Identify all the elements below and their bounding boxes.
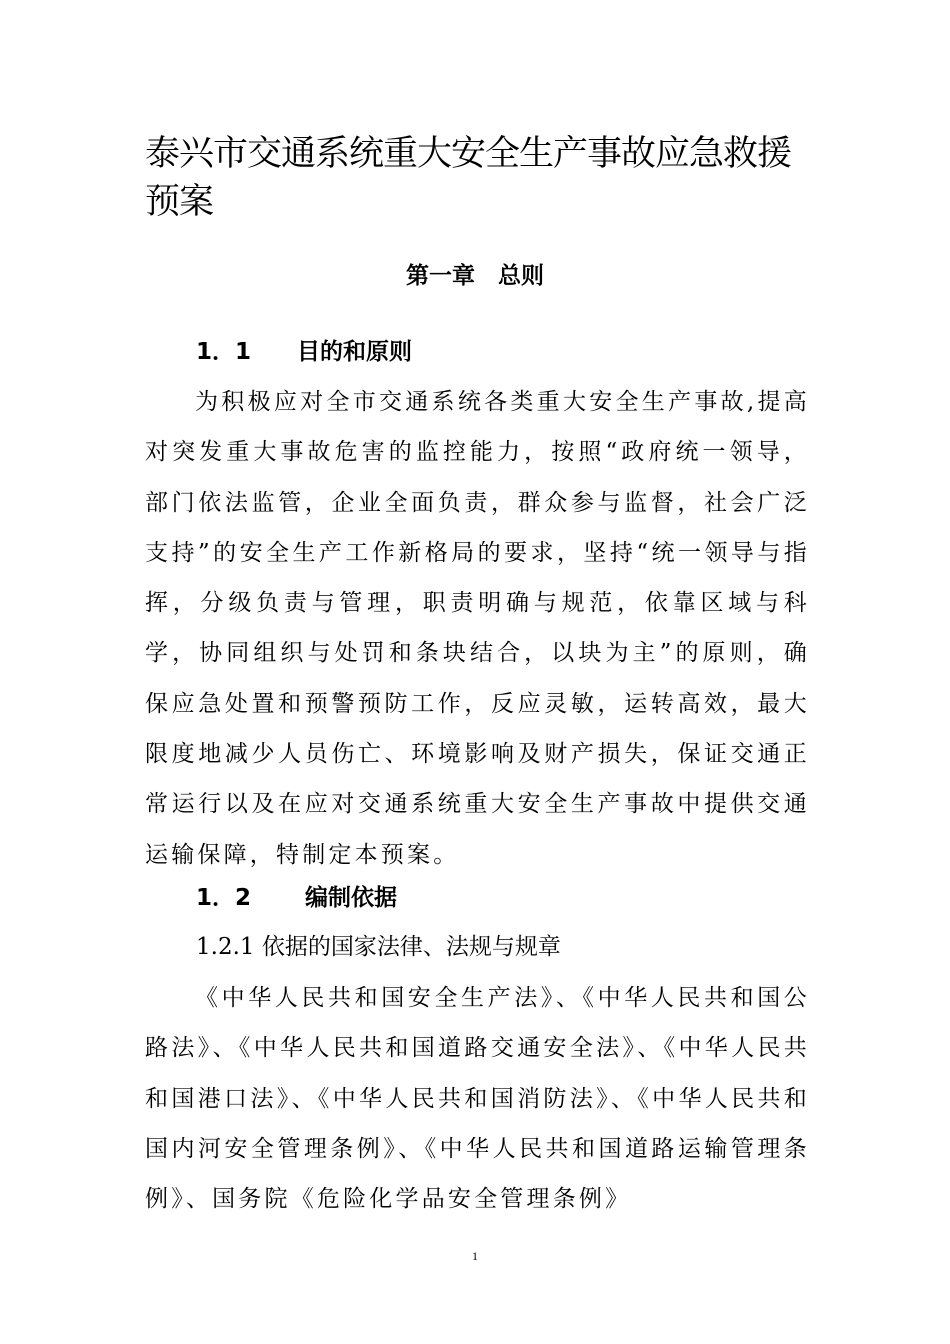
document-title: 泰兴市交通系统重大安全生产事故应急救援预案 [145, 134, 792, 222]
page-number: 1 [472, 1249, 478, 1263]
section-heading-1-1: 1．1 目的和原则 [196, 339, 413, 365]
section-paragraph-1-1: 为积极应对全市交通系统各类重大安全生产事故,提高对突发重大事故危害的监控能力，按照“政府统一领导，部门依法监管，企业全面负责，群众参与监督，社会广泛支持”的安全生产工作新格局的要求，坚持“统一领导与指挥，分级负责与管理，职责明确与规范，依靠区域与科学，协同组织与处罚和条块结合，以块为主”的原则，确保应急处置和预警预防工作，反应灵敏，运转高效，最大限度地减少人员伤亡、环境影响及财产损失，保证交通正常运行以及在应对交通系统重大安全生产事故中提供交通运输保障，特制定本预案。 [145, 389, 810, 868]
chapter-heading: 第一章 总则 [406, 263, 544, 289]
section-heading-1-2: 1．2 编制依据 [196, 885, 398, 911]
section-paragraph-1-2-1: 《中华人民共和国安全生产法》、《中华人民共和国公路法》、《中华人民共和国道路交通安全法》、《中华人民共和国港口法》、《中华人民共和国消防法》、《中华人民共和国内河安全管理条例》、《中华人民共和国道路运输管理条例》、国务院《危险化学品安全管理条例》 [145, 985, 810, 1213]
subsection-heading-1-2-1: 1.2.1 依据的国家法律、法规与规章 [196, 934, 561, 960]
